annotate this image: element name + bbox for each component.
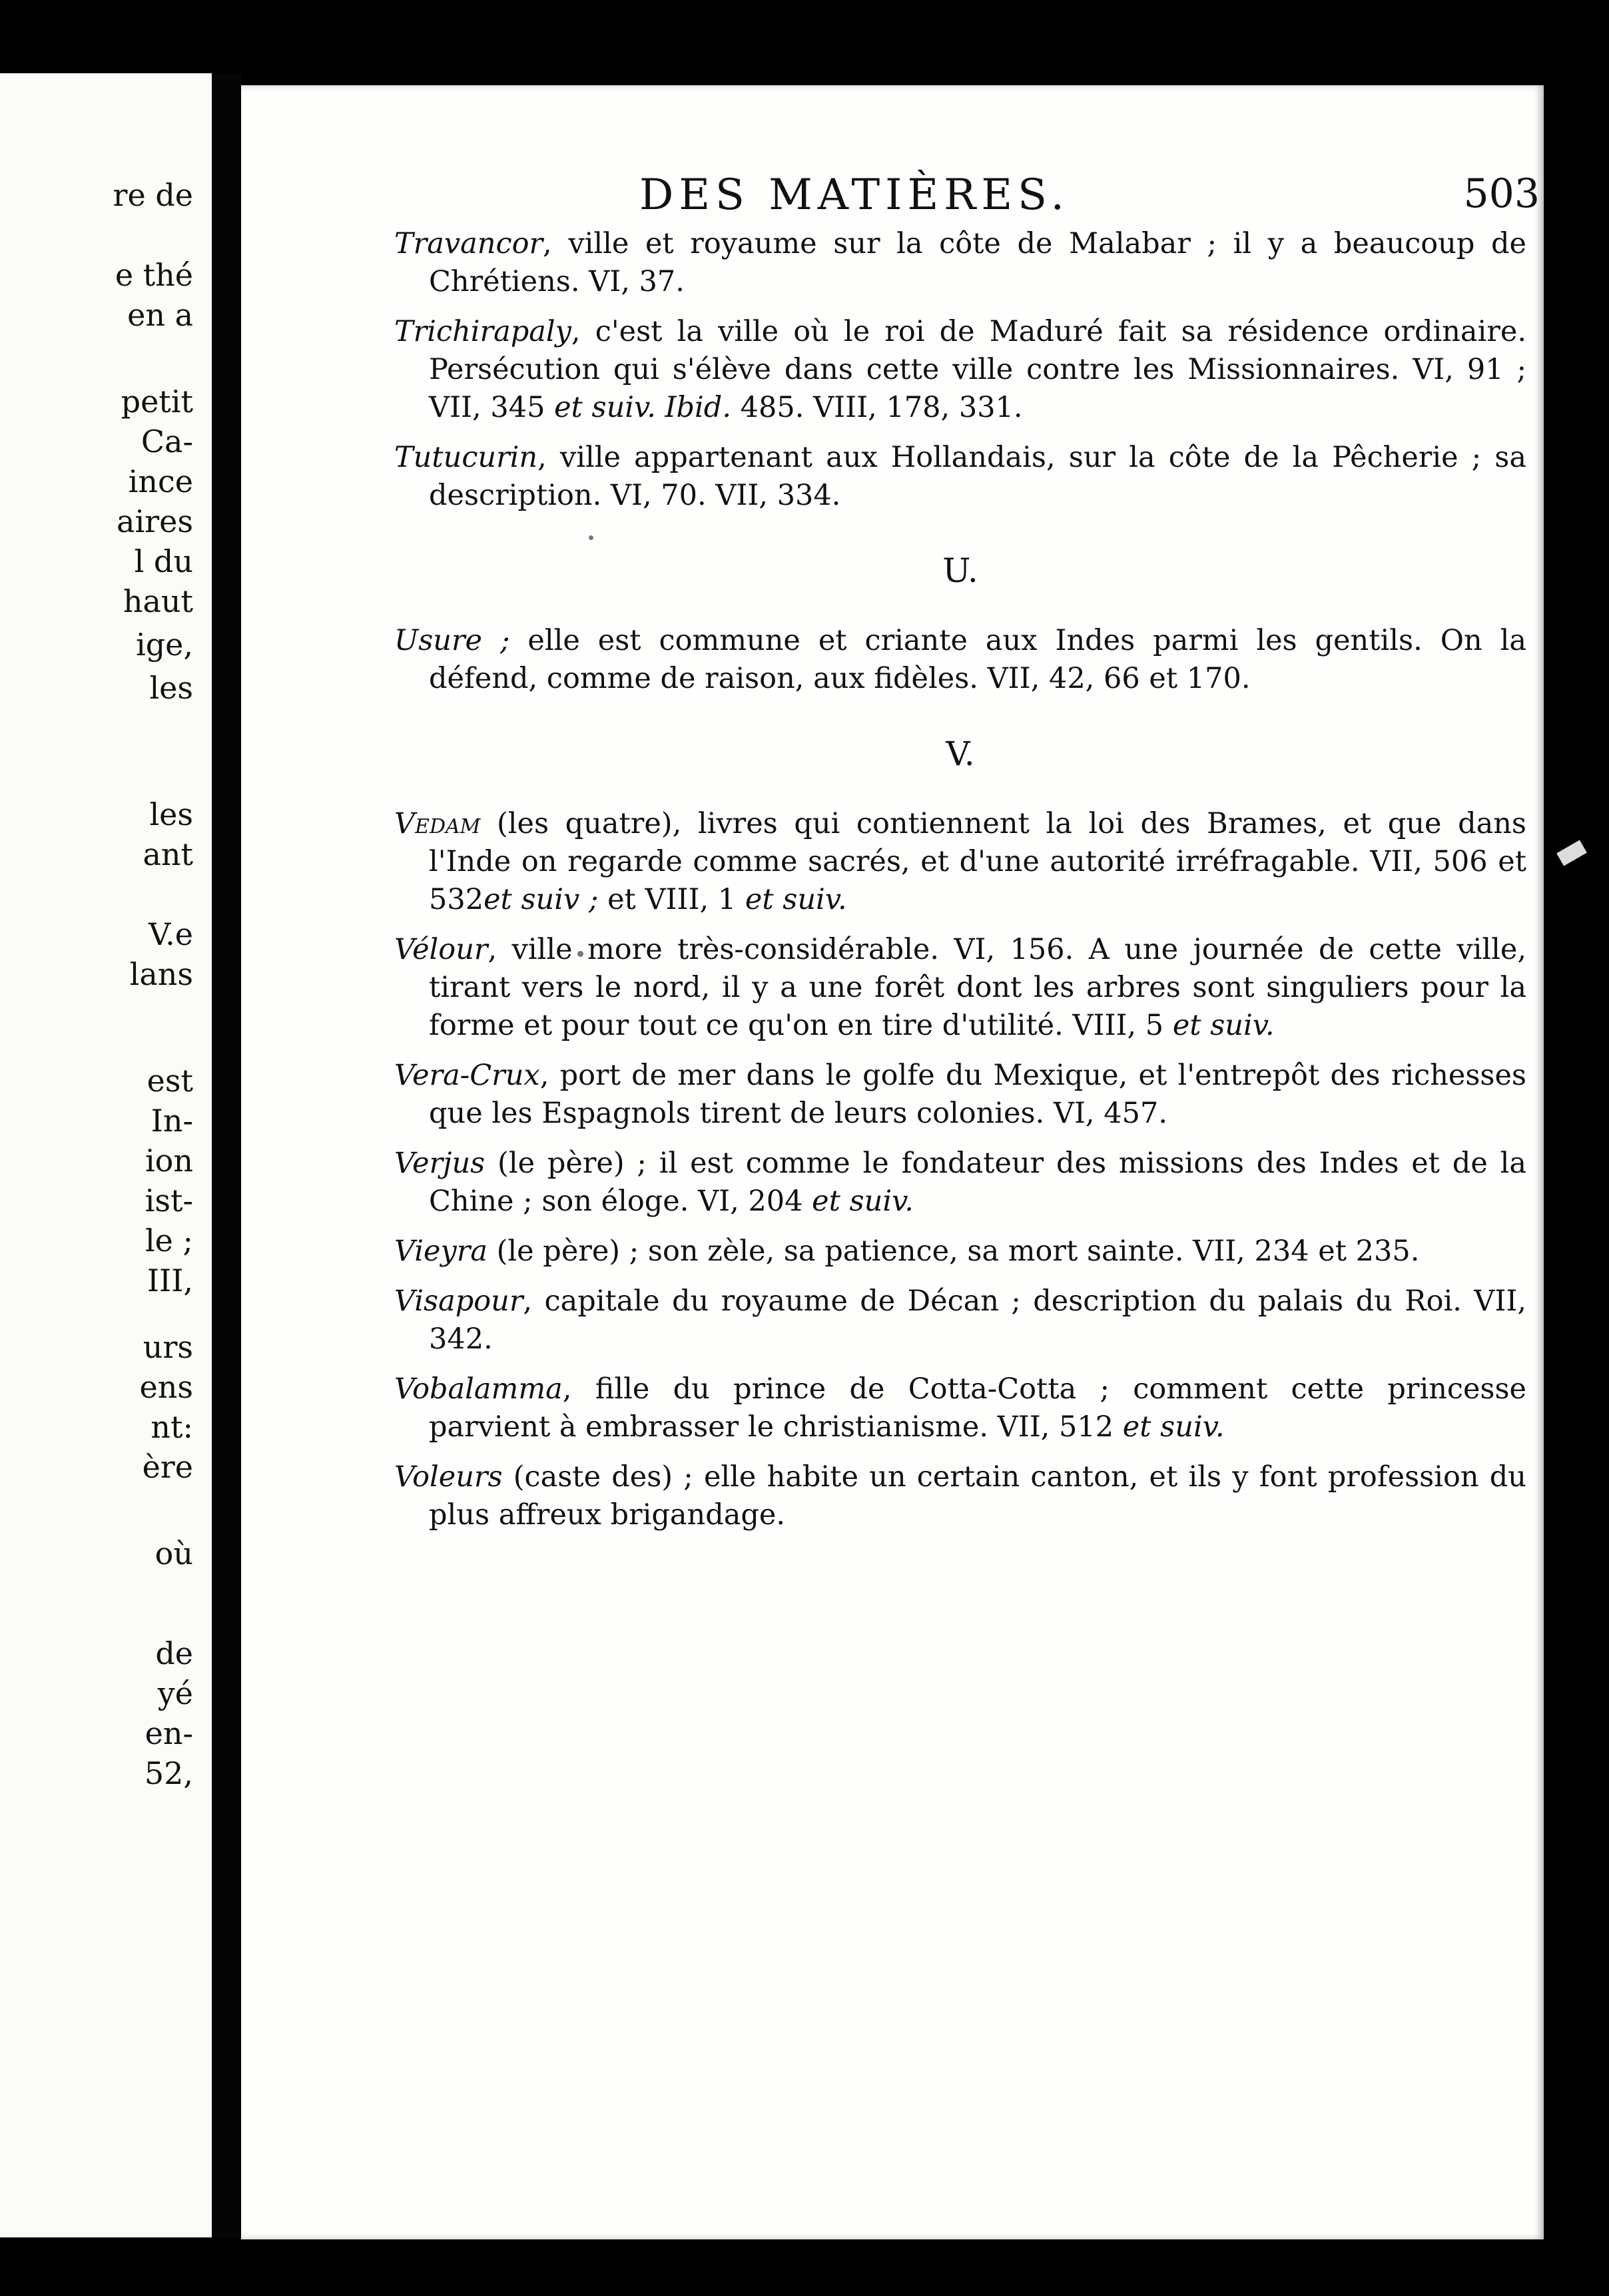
entry-text: , fille du prince de Cotta-Cotta ; comment cette princesse parvient à embrasser le christianisme. VII, 512 — [429, 1372, 1526, 1444]
entry-head: Verjus — [394, 1147, 485, 1180]
left-facing-page — [0, 73, 212, 2237]
index-entry — [394, 439, 1526, 515]
running-head: DES MATIÈRES. — [639, 170, 1070, 220]
left-page-fragment: lans — [129, 956, 193, 992]
entry-head: Visapour — [394, 1285, 523, 1318]
entry-head: Vobalamma — [394, 1372, 563, 1406]
index-entry — [394, 805, 1526, 919]
left-page-fragment: ince — [128, 463, 193, 499]
entry-text: (les quatre), livres qui contiennent la loi des Brames, et que dans l'Inde on regarde comme sacrés, et d'une autorité irréfragable. VII, 506 et 532 — [429, 807, 1526, 916]
left-page-fragment: e thé — [115, 257, 193, 293]
left-page-fragment: aires — [117, 503, 193, 539]
left-page-fragment: 52, — [144, 1755, 193, 1791]
index-entry — [394, 622, 1526, 698]
entry-head: Vélour — [394, 933, 488, 966]
entry-head: Vedam — [394, 807, 481, 840]
section-letter-v: V. — [946, 734, 975, 773]
entry-text: elle est commune et criante aux Indes parmi les gentils. On la défend, comme de raison, aux fidèles. VII, 42, 66 et 170. — [429, 624, 1526, 695]
index-entry — [394, 1145, 1526, 1221]
left-page-fragment: ant — [143, 836, 193, 872]
left-page-fragment: re de — [113, 177, 193, 213]
left-page-fragment: en a — [127, 297, 193, 333]
entry-head: Trichirapaly — [394, 315, 571, 348]
index-entry — [394, 931, 1526, 1045]
left-page-fragment: en- — [145, 1715, 193, 1751]
section-letter-u: U. — [942, 551, 978, 590]
page-number: 503 — [1463, 170, 1540, 217]
entry-text: , c'est la ville où le roi de Maduré fait sa résidence ordinaire. Persécution qui s'élève dans cette ville contre les Missionnaires. VI, 91 ; VII, 345 — [429, 315, 1526, 424]
entry-italic-ref: et suiv. Ibid. — [554, 391, 732, 424]
entry-head: Usure ; — [394, 624, 510, 657]
entry-text: (caste des) ; elle habite un certain canton, et ils y font profession du plus affreux brigandage. — [429, 1460, 1526, 1532]
right-page — [241, 85, 1544, 2239]
index-entry — [394, 1370, 1526, 1446]
book-gutter — [212, 73, 241, 2237]
entry-text: , ville et royaume sur la côte de Malabar ; il y a beaucoup de Chrétiens. VI, 37. — [429, 227, 1526, 298]
entry-text: , ville appartenant aux Hollandais, sur la côte de la Pêcherie ; sa description. VI, 70. VII, 334. — [429, 441, 1526, 512]
entry-head: Travancor — [394, 227, 543, 260]
entry-italic-ref: et suiv. — [745, 883, 847, 916]
entry-head: Voleurs — [394, 1460, 503, 1494]
entry-text: , ville more très-considérable. VI, 156. A une journée de cette ville, tirant vers le nord, il y a une forêt dont les arbres sont singuliers pour la forme et pour tout ce qu'on en tire d'utilité. VIII, 5 — [429, 933, 1526, 1042]
entry-text: , capitale du royaume de Décan ; description du palais du Roi. VII, 342. — [429, 1285, 1526, 1356]
left-page-fragment: III, — [147, 1263, 193, 1298]
left-page-fragment: nt: — [151, 1409, 193, 1445]
left-page-fragment: V.e — [148, 916, 193, 952]
index-entry — [394, 225, 1526, 301]
left-page-fragment: l du — [134, 543, 193, 579]
index-entry — [394, 1057, 1526, 1133]
left-page-fragment: les — [149, 670, 193, 706]
entry-text: , port de mer dans le golfe du Mexique, et l'entrepôt des richesses que les Espagnols tirent de leurs colonies. VI, 457. — [429, 1059, 1526, 1130]
left-page-fragment: haut — [123, 583, 193, 619]
left-page-fragment: In- — [151, 1103, 193, 1139]
entry-italic-ref: et suiv. — [1122, 1410, 1225, 1444]
left-page-text-fragments — [0, 73, 212, 2237]
entry-head: Vieyra — [394, 1235, 487, 1268]
left-page-fragment: ist- — [145, 1183, 193, 1219]
page-header — [241, 170, 1544, 224]
left-page-fragment: Ca- — [141, 424, 193, 459]
entry-text: (le père) ; il est comme le fondateur des missions des Indes et de la Chine ; son éloge. VI, 204 — [429, 1147, 1526, 1218]
left-page-fragment: urs — [143, 1329, 193, 1365]
page-edge-clip — [1556, 840, 1587, 866]
index-entry — [394, 313, 1526, 427]
left-page-fragment: petit — [121, 384, 193, 420]
left-page-fragment: où — [155, 1536, 193, 1572]
index-body — [394, 225, 1526, 1546]
left-page-fragment: yé — [157, 1675, 193, 1711]
entry-head: Vera-Crux — [394, 1059, 540, 1092]
index-entry — [394, 1283, 1526, 1358]
left-page-fragment: les — [149, 796, 193, 832]
left-page-fragment: ion — [145, 1143, 193, 1179]
entry-italic-ref: et suiv. — [812, 1185, 914, 1218]
index-entry — [394, 1458, 1526, 1534]
left-page-fragment: de — [155, 1635, 193, 1671]
entry-text: (le père) ; son zèle, sa patience, sa mort sainte. VII, 234 et 235. — [487, 1235, 1420, 1268]
entry-head: Tutucurin — [394, 441, 538, 474]
left-page-fragment: ère — [142, 1449, 193, 1485]
entry-italic-ref: et suiv ; — [483, 883, 599, 916]
left-page-fragment: ens — [139, 1369, 193, 1405]
entry-text: et VIII, 1 — [598, 883, 737, 916]
left-page-fragment: le ; — [145, 1223, 193, 1259]
index-entry — [394, 1233, 1526, 1271]
entry-italic-ref: et suiv. — [1172, 1009, 1275, 1042]
left-page-fragment: ige, — [135, 627, 193, 663]
left-page-fragment: est — [147, 1063, 193, 1099]
entry-text: 485. VIII, 178, 331. — [731, 391, 1023, 424]
